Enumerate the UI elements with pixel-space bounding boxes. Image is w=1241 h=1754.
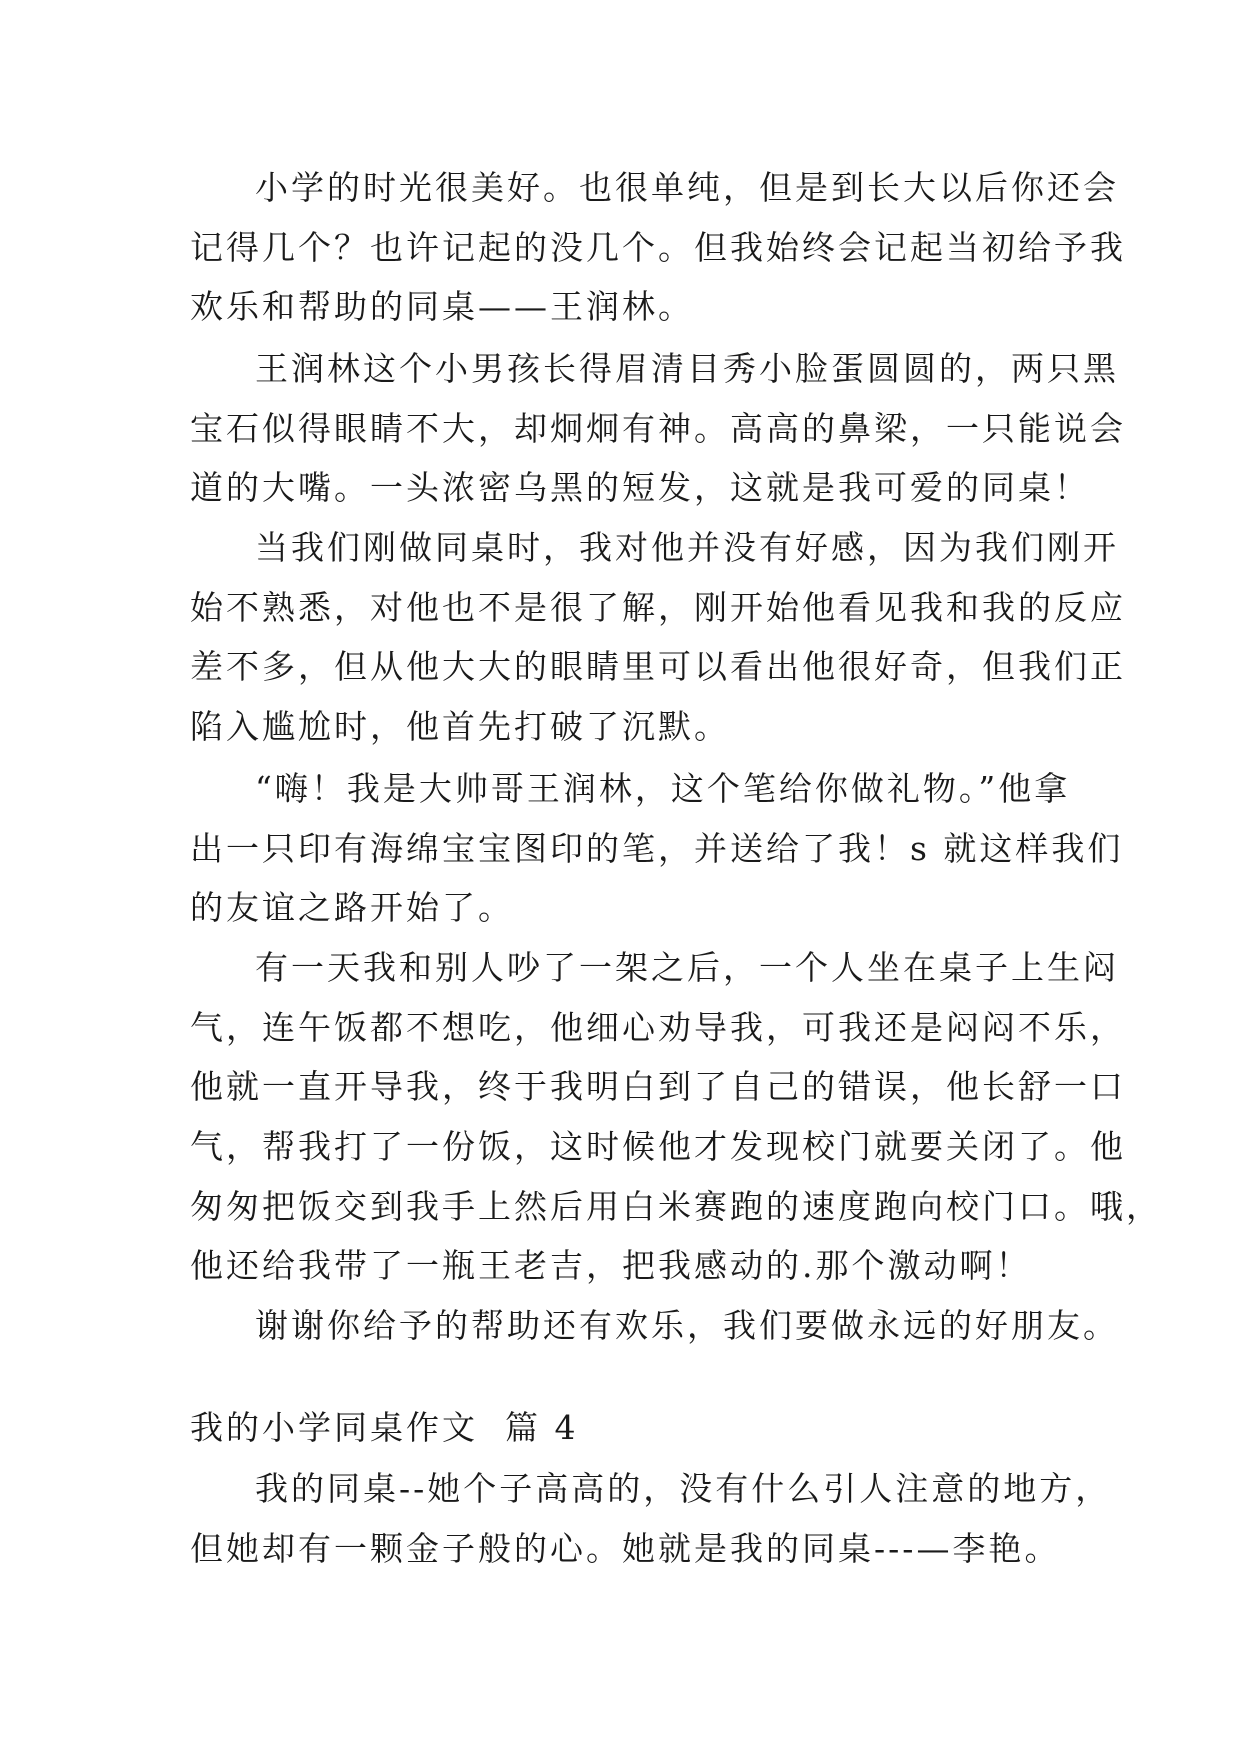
paragraph-line: 宝石似得眼睛不大，却炯炯有神。高高的鼻梁，一只能说会 [190, 409, 1126, 448]
paragraph-line: 道的大嘴。一头浓密乌黑的短发，这就是我可爱的同桌！ [190, 468, 1090, 507]
paragraph-line: 有一天我和别人吵了一架之后，一个人坐在桌子上生闷 [255, 948, 1119, 987]
paragraph-line: 匆匆把饭交到我手上然后用白米赛跑的速度跑向校门口。哦， [190, 1187, 1162, 1226]
paragraph-line: “嗨！我是大帅哥王润林，这个笔给你做礼物。”他拿 [255, 769, 1071, 808]
paragraph-line: 差不多，但从他大大的眼睛里可以看出他很好奇，但我们正 [190, 647, 1126, 686]
paragraph-line: 我的同桌--她个子高高的，没有什么引人注意的地方， [255, 1469, 1112, 1508]
paragraph-line: 小学的时光很美好。也很单纯，但是到长大以后你还会 [255, 168, 1119, 207]
paragraph-line: 他就一直开导我，终于我明白到了自己的错误，他长舒一口 [190, 1067, 1126, 1106]
paragraph-line: 但她却有一颗金子般的心。她就是我的同桌---—李艳。 [190, 1529, 1061, 1568]
paragraph-line: 出一只印有海绵宝宝图印的笔，并送给了我！s 就这样我们 [190, 829, 1124, 868]
paragraph-line: 气，连午饭都不想吃，他细心劝导我，可我还是闷闷不乐， [190, 1008, 1126, 1047]
paragraph-line: 欢乐和帮助的同桌——王润林。 [190, 287, 694, 326]
paragraph-line: 的友谊之路开始了。 [190, 888, 514, 927]
paragraph-line: 谢谢你给予的帮助还有欢乐，我们要做永远的好朋友。 [255, 1306, 1119, 1345]
paragraph-line: 记得几个？也许记起的没几个。但我始终会记起当初给予我 [190, 228, 1126, 267]
section-heading: 我的小学同桌作文 篇 4 [190, 1408, 579, 1447]
paragraph-line: 气，帮我打了一份饭，这时候他才发现校门就要关闭了。他 [190, 1127, 1126, 1166]
paragraph-line: 王润林这个小男孩长得眉清目秀小脸蛋圆圆的，两只黑 [255, 349, 1119, 388]
paragraph-line: 他还给我带了一瓶王老吉，把我感动的.那个激动啊！ [190, 1246, 1032, 1285]
paragraph-line: 当我们刚做同桌时，我对他并没有好感，因为我们刚开 [255, 528, 1119, 567]
paragraph-line: 始不熟悉，对他也不是很了解，刚开始他看见我和我的反应 [190, 588, 1126, 627]
paragraph-line: 陷入尴尬时，他首先打破了沉默。 [190, 707, 730, 746]
